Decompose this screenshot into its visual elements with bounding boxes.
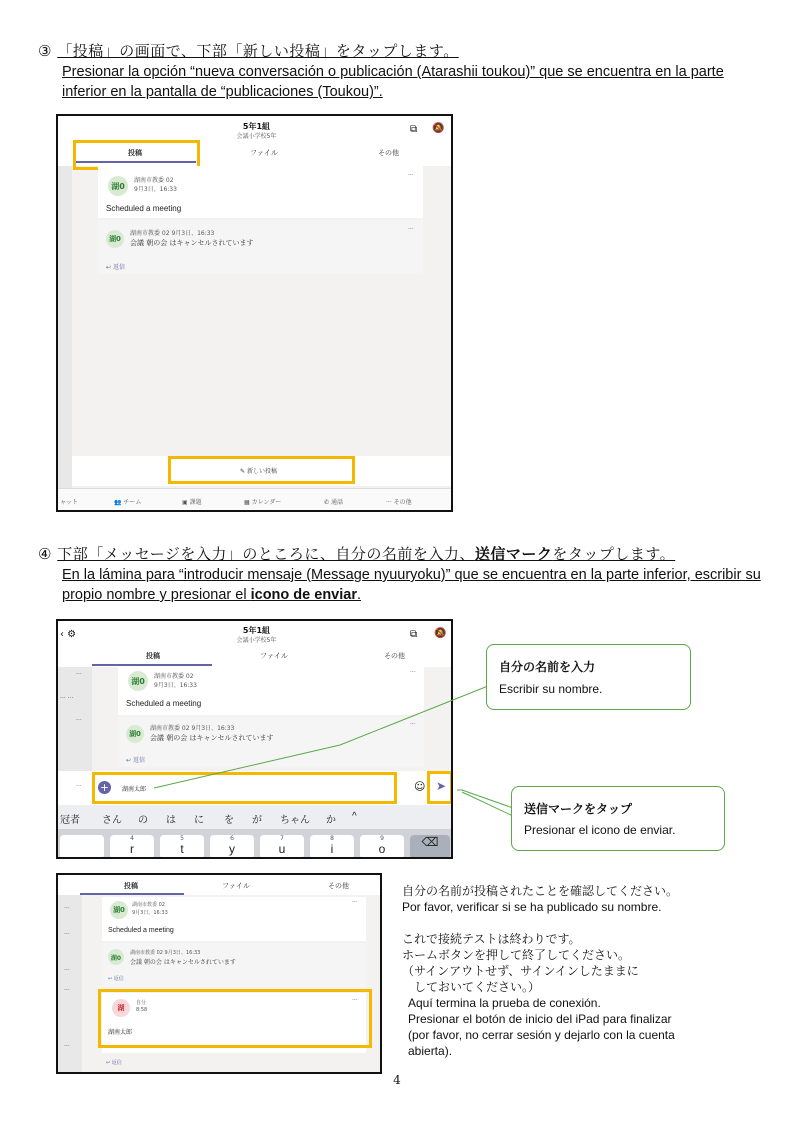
suggestion[interactable]: 冠者 [60,815,80,826]
avatar: 湖0 [108,176,128,196]
reply-author: 湖南市教委 02 9月3日、16:33 [130,230,215,237]
suggestion[interactable]: が [252,815,262,826]
new-post-button[interactable]: ✎ 新しい投稿 [240,468,277,475]
more-icon[interactable]: ··· [76,717,82,724]
post-text: Scheduled a meeting [108,927,174,934]
step3-es-text: Presionar la opción “nueva conversación o publicación (Atarashii toukou)” que se encuentra en la parte inferior en la pantalla de “publicaciones (Toukou)”. [62,64,724,100]
suggestion[interactable]: に [194,815,204,826]
assignment-icon: ▣ [182,499,190,506]
more-icon[interactable]: ··· [64,931,70,938]
backspace-icon: ⌫ [421,835,439,849]
more-icon[interactable]: ··· [408,172,414,179]
reply-card[interactable] [102,943,366,987]
avatar: 湖0 [106,230,124,248]
reply-arrow-icon: ↩ [106,1060,112,1066]
post-time: 9月3日、16:33 [154,682,197,689]
suggestion[interactable]: か [326,815,336,826]
chevron-up-icon[interactable]: ^ [352,811,357,822]
screenshot-result [56,873,382,1074]
new-post-time: 8:58 [136,1007,148,1013]
key[interactable]: 5 t [160,835,204,859]
callout-title: 送信マークをタップ [524,802,633,816]
highlight-new-post [98,989,372,1048]
callout-title: 自分の名前を入力 [499,660,596,674]
avatar: 湖0 [108,949,124,965]
confirm-es: Por favor, verificar si se ha publicado su nombre. [402,900,662,914]
step3-ja-text: 「投稿」の画面で、下部「新しい投稿」をタップします。 [57,42,459,60]
suggestion[interactable]: ちゃん [280,815,310,826]
new-post-author: 自分 [136,1000,147,1006]
tab-more[interactable]: その他 [384,652,405,660]
reply-arrow-icon: ↩ [108,976,114,982]
tab-files[interactable]: ファイル [260,652,288,660]
notification-off-icon[interactable]: 🔕 [434,628,447,639]
calendar-icon: ▦ [244,499,252,506]
reply-text: 会議 朝の会 はキャンセルされています [130,239,254,247]
nav-calendar[interactable]: ▦ カレンダー [244,499,282,506]
more-icon[interactable]: ··· [408,226,414,233]
connector-line-send [457,790,513,808]
step4-es-text: En la lámina para “introducir mensaje (Message nyuuryoku)” que se encuentra en la parte inferior, escribir su propio nombre y presionar el icono de enviar. [62,567,761,603]
phone-icon: ✆ [324,499,331,506]
tab-posts[interactable]: 投稿 [146,652,160,660]
active-tab-indicator [80,893,184,895]
end-ja-1: これで接続テストは終わりです。 [402,932,581,946]
step4-ja-part1: 下部「メッセージを入力」のところに、自分の名前を入力、 [57,545,475,563]
nav-more[interactable]: ··· その他 [386,499,412,506]
suggestion[interactable]: を [224,815,234,826]
notification-off-icon[interactable]: 🔕 [432,123,445,134]
reply-link[interactable]: ↩ 返信 [108,976,124,982]
more-icon[interactable]: ··· [64,1043,70,1050]
emoji-icon[interactable]: ☺ [414,780,426,793]
avatar: 湖0 [126,725,144,743]
reply-author: 湖南市教委 02 9月3日、16:33 [150,725,235,732]
more-icon[interactable]: ··· [76,671,82,678]
post-time: 9月3日、16:33 [134,186,177,193]
reply-text: 会議 朝の会 はキャンセルされています [130,959,236,966]
end-ja-4: しておいてください。） [414,980,541,994]
post-text: Scheduled a meeting [126,699,202,708]
reply-arrow-icon: ↩ [126,757,133,764]
post-author: 湖南市教委 02 [132,902,165,908]
confirmation-text [402,883,782,1059]
tab-files[interactable]: ファイル [222,882,250,890]
step3-number: ③ [38,42,52,60]
end-es-4: abierta). [408,1044,453,1058]
post-time: 9月3日、16:33 [132,910,168,916]
team-name: 5年1組 [242,122,271,131]
team-subtitle: 会議小学校5年 [236,637,277,644]
more-icon[interactable]: ··· ··· [60,695,74,702]
tab-more[interactable]: その他 [378,149,399,157]
key[interactable]: 8 i [310,835,354,859]
avatar: 湖 [112,999,130,1017]
more-icon[interactable]: ··· [76,783,82,790]
connector-line-name [154,686,488,788]
more-icon[interactable]: ··· [410,669,416,676]
nav-assignments[interactable]: ▣ 課題 [182,499,202,506]
avatar: 湖0 [110,901,128,919]
callout-tap-send [511,786,725,851]
nav-teams[interactable]: 👥 チーム [114,499,142,506]
message-input-value: 湖南太郎 [122,786,147,793]
nav-chat[interactable]: ャット [60,499,79,506]
teams-icon: 👥 [114,499,124,506]
step4-ja-bold: 送信マーク [474,545,553,563]
post-author: 湖南市教委 02 [154,673,194,680]
team-name: 5年1組 [242,626,271,635]
reply-arrow-icon: ↩ [106,264,113,271]
callout-text: Escribir su nombre. [499,682,603,696]
reply-author: 湖南市教委 02 9月3日、16:33 [130,950,201,956]
reply-link[interactable]: ↩ 返信 [106,1060,122,1066]
more-icon[interactable]: ··· [64,987,70,994]
suggestion[interactable]: は [166,815,176,826]
nav-calls[interactable]: ✆ 通話 [324,499,343,506]
key[interactable]: 6 y [210,835,254,859]
end-es-2: Presionar el botón de inicio del iPad para finalizar [408,1012,672,1026]
suggestion[interactable]: の [138,815,148,826]
avatar: 湖0 [128,671,148,691]
more-icon[interactable]: ··· [64,905,70,912]
tab-posts[interactable]: 投稿 [124,882,138,890]
team-subtitle: 会議小学校5年 [236,133,277,140]
callout-text: Presionar el icono de enviar. [524,823,676,837]
new-post-text: 湖南太郎 [108,1029,133,1036]
end-ja-3: （サインアウトせず、サインインしたままに [402,964,639,978]
page-number: 4 [393,1073,401,1087]
confirm-ja: 自分の名前が投稿されたことを確認してください。 [402,884,679,898]
post-text: Scheduled a meeting [106,204,182,213]
key[interactable]: 4 r [110,835,154,859]
end-es-1: Aquí termina la prueba de conexión. [408,996,601,1010]
step4-number: ④ [38,545,52,563]
post-author: 湖南市教委 02 [134,177,174,184]
step4-ja-part2: をタップします。 [552,545,676,563]
reply-link[interactable]: ↩ 返信 [126,757,145,764]
suggestion[interactable]: さん [102,815,122,826]
more-icon[interactable]: ··· [352,997,358,1004]
compose-icon: ✎ [240,468,247,475]
key[interactable]: 7 u [260,835,304,859]
more-icon[interactable]: ··· [352,899,358,906]
end-ja-2: ホームボタンを押して終了してください。 [402,948,631,962]
meet-now-icon[interactable]: ⧉ [410,124,418,135]
more-icon[interactable]: ··· [410,721,416,728]
key[interactable]: 9 o [360,835,404,859]
tab-more[interactable]: その他 [328,882,349,890]
tab-posts[interactable]: 投稿 [128,149,142,157]
more-icon[interactable]: ··· [64,967,70,974]
send-icon[interactable]: ➤ [436,779,447,793]
end-es-3: (por favor, no cerrar sesión y dejarlo con la cuenta [408,1028,675,1042]
settings-icon[interactable]: ‹ ⚙ [60,629,77,640]
tab-files[interactable]: ファイル [250,149,278,157]
reply-text: 会議 朝の会 はキャンセルされています [150,734,274,742]
post-card[interactable] [102,897,366,941]
reply-link[interactable]: ↩ 返信 [106,264,125,271]
callout-enter-name [486,644,691,710]
add-icon[interactable]: + [99,781,110,794]
meet-now-icon[interactable]: ⧉ [410,629,418,640]
